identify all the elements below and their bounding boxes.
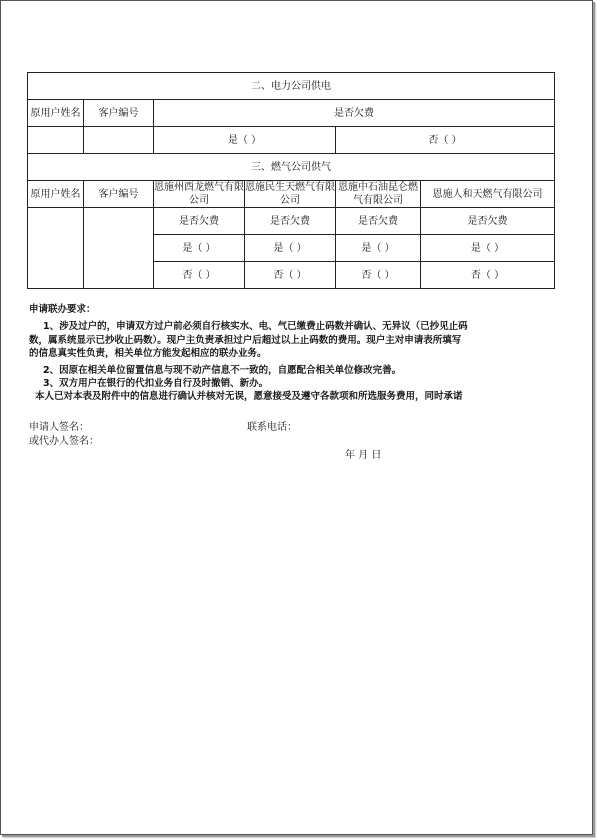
gas-section-title: 三、燃气公司供气 [28,154,555,181]
power-section-row [28,73,555,100]
gas-arrears-label: 是否欠费 [421,208,555,235]
gas-arrears-row [28,208,555,235]
gas-no-option[interactable]: 否（ ） [336,262,421,289]
power-customer-no-header: 客户编号 [84,100,154,127]
power-answer-row [28,127,555,154]
power-customer-no-cell[interactable] [84,127,154,154]
phone-label: 联系电话： [247,422,297,433]
power-no-option[interactable]: 否（ ） [336,127,555,154]
requirement-2: 2、因原在相关单位留置信息与现不动产信息不一致的，自愿配合相关单位修改完善。 [43,364,402,376]
gas-yes-option[interactable]: 是（ ） [336,235,421,262]
gas-no-option[interactable]: 否（ ） [245,262,336,289]
gas-company-header: 恩施州酉龙燃气有限公司 [154,182,244,206]
requirement-1-line-1: 1、涉及过户的，申请双方过户前必须自行核实水、电、气已缴费止码数并确认、无异议（已抄见止码 [43,321,468,333]
gas-company-header: 恩施民生天燃气有限公司 [245,182,335,206]
gas-arrears-label: 是否欠费 [154,208,245,235]
requirements-title: 申请联办要求： [29,304,96,315]
gas-company-header: 恩施中石油昆仑燃气有限公司 [336,181,421,208]
date-label: 年 月 日 [345,450,382,461]
power-section-title: 二、电力公司供电 [28,73,555,100]
requirement-3: 3、双方用户在银行的代扣业务自行及时撤销、新办。 [43,378,269,390]
gas-arrears-label: 是否欠费 [245,208,336,235]
gas-customer-no-header: 客户编号 [84,181,154,208]
gas-header-row [28,181,555,208]
power-original-user-cell[interactable] [28,127,84,154]
gas-no-option[interactable]: 否（ ） [154,262,245,289]
gas-company-header: 恩施人和天燃气有限公司 [421,181,555,208]
power-arrears-header: 是否欠费 [154,100,555,127]
gas-customer-no-cell[interactable] [84,208,154,289]
gas-yes-option[interactable]: 是（ ） [421,235,555,262]
gas-original-user-header: 原用户姓名 [28,181,84,208]
power-yes-option[interactable]: 是（ ） [154,127,336,154]
gas-no-option[interactable]: 否（ ） [421,262,555,289]
applicant-signature-label: 申请人签名： [29,422,89,433]
gas-original-user-cell[interactable] [28,208,84,289]
gas-yes-option[interactable]: 是（ ） [154,235,245,262]
agent-signature-label: 或代办人签名： [29,436,99,447]
power-header-row [28,100,555,127]
requirement-1-line-2: 数，属系统显示已抄收止码数）。现户主负责承担过户后超过以上止码数的费用。现户主对申请表所填写 [29,334,462,346]
gas-arrears-label: 是否欠费 [336,208,421,235]
gas-section-row [28,154,555,181]
utility-transfer-table [27,72,555,289]
power-original-user-header: 原用户姓名 [28,100,84,127]
pledge-statement: 本人已对本表及附件中的信息进行确认并核对无误，愿意接受及遵守各款项和所选服务费用，同时承诺 [35,391,463,403]
application-requirements [29,303,549,404]
gas-yes-option[interactable]: 是（ ） [245,235,336,262]
requirement-1-line-3: 的信息真实性负责，相关单位方能发起相应的联办业务。 [29,348,267,360]
